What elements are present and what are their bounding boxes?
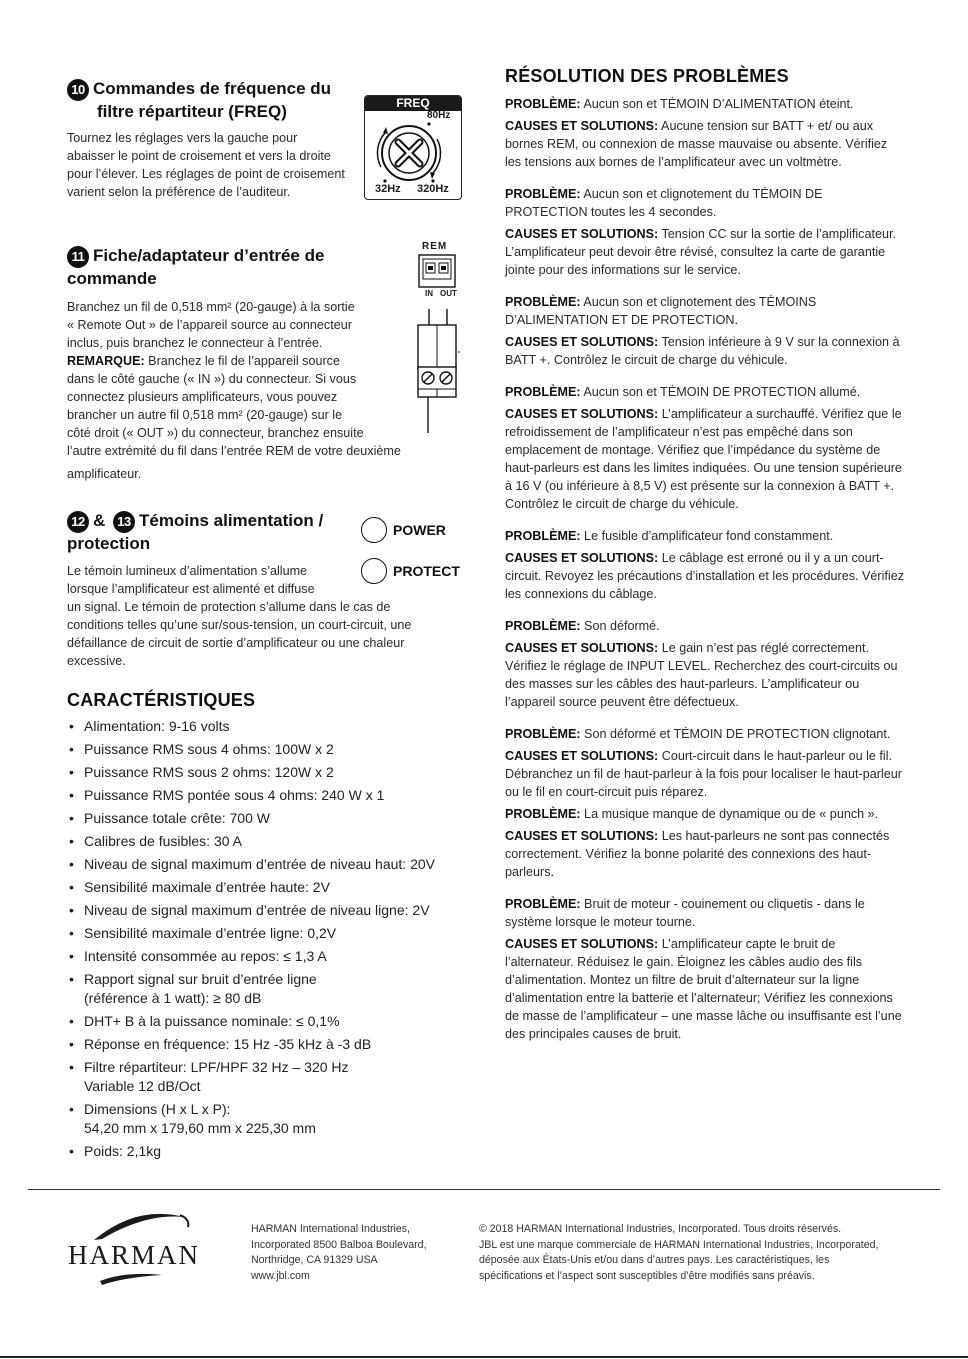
freq-knob-diagram bbox=[364, 95, 462, 200]
leds-body-line: conditions telles qu’une sur/sous-tension, un court-circuit, une bbox=[67, 618, 412, 632]
spec-item: • Filtre répartiteur: LPF/HPF 32 Hz – 320 Hz Variable 12 dB/Oct bbox=[67, 1058, 477, 1096]
spec-item: • Calibres de fusibles: 30 A bbox=[67, 832, 477, 851]
causes-description: Le câblage est erroné ou il y a un court-circuit. Revoyez les précautions d’installation et les procédures. Vérifiez les connexions du câblage. bbox=[505, 551, 904, 601]
spec-item: • Niveau de signal maximum d’entrée de niveau ligne: 2V bbox=[67, 901, 477, 920]
spec-item: • Puissance RMS sous 2 ohms: 120W x 2 bbox=[67, 763, 477, 782]
trouble-entry bbox=[505, 293, 905, 369]
rem-diagram-label: REM bbox=[422, 241, 448, 252]
spec-item: • Poids: 2,1kg bbox=[67, 1142, 477, 1161]
freq-diagram-header: FREQ bbox=[365, 96, 461, 111]
trouble-entry bbox=[505, 805, 905, 881]
power-indicator bbox=[361, 517, 446, 543]
section-number-12: 12 bbox=[67, 511, 89, 533]
troubleshooting-title: RÉSOLUTION DES PROBLÈMES bbox=[505, 66, 789, 86]
section-number-11: 11 bbox=[67, 246, 89, 268]
problem-text bbox=[505, 617, 905, 635]
problem-label: PROBLÈME: bbox=[505, 807, 581, 821]
causes-description: Tension CC sur la sortie de l’amplificateur. L’amplificateur peut devoir être révisé, consultez la carte de garantie jointe pour des informations sur le service. bbox=[505, 227, 896, 277]
rem-connector-diagram bbox=[411, 241, 466, 436]
causes-label: CAUSES ET SOLUTIONS: bbox=[505, 937, 659, 951]
causes-description: L’amplificateur a surchauffé. Vérifiez que le refroidissement de l’amplificateur n’est pas empêché dans son emplacement de montage. Vérifiez que l’impédance du système de haut-parleurs est dans les limites indiquées. Ou une tension supérieure à 16 V (ou inférieure à 8,5 V) est présente sur la connexion à BATT +. Contrôlez le circuit de charge du véhicule. bbox=[505, 407, 902, 511]
leds-body-line: excessive. bbox=[67, 654, 126, 668]
leds-amp: & bbox=[93, 511, 106, 530]
spec-item: • Niveau de signal maximum d’entrée de niveau haut: 20V bbox=[67, 855, 477, 874]
footer-address-line: Northridge, CA 91329 USA bbox=[251, 1254, 378, 1266]
problem-label: PROBLÈME: bbox=[505, 897, 581, 911]
spec-item: • Dimensions (H x L x P): 54,20 mm x 179,60 mm x 225,30 mm bbox=[67, 1100, 477, 1138]
causes-label: CAUSES ET SOLUTIONS: bbox=[505, 119, 659, 133]
rem-note-label: REMARQUE: bbox=[67, 354, 145, 368]
spec-item: • Alimentation: 9-16 volts bbox=[67, 717, 477, 736]
problem-description: Bruit de moteur - couinement ou cliquetis - dans le système lorsque le moteur tourne. bbox=[505, 897, 865, 929]
power-led-icon bbox=[361, 517, 387, 543]
trouble-entry bbox=[505, 895, 905, 1043]
trouble-entry bbox=[505, 185, 905, 279]
footer-address-line: HARMAN International Industries, bbox=[251, 1223, 410, 1235]
rem-note-line: brancher un autre fil 0,518 mm² (20-gauge) sur le bbox=[67, 408, 343, 422]
causes-label: CAUSES ET SOLUTIONS: bbox=[505, 227, 659, 241]
causes-text bbox=[505, 639, 905, 711]
causes-label: CAUSES ET SOLUTIONS: bbox=[505, 335, 659, 349]
section-number-13: 13 bbox=[113, 511, 135, 533]
problem-description: Son déformé et TÉMOIN DE PROTECTION clignotant. bbox=[580, 727, 891, 741]
spec-item: • Sensibilité maximale d’entrée ligne: 0,2V bbox=[67, 924, 477, 943]
leds-body-line: Le témoin lumineux d’alimentation s’allume bbox=[67, 564, 308, 578]
causes-text bbox=[505, 333, 905, 369]
causes-label: CAUSES ET SOLUTIONS: bbox=[505, 551, 659, 565]
causes-text bbox=[505, 405, 905, 513]
rem-body bbox=[67, 298, 467, 483]
footer-divider bbox=[28, 1189, 940, 1190]
problem-label: PROBLÈME: bbox=[505, 385, 581, 399]
specs-title: CARACTÉRISTIQUES bbox=[67, 690, 256, 710]
problem-description: Aucun son et TÉMOIN D’ALIMENTATION éteint. bbox=[580, 97, 854, 111]
causes-text bbox=[505, 549, 905, 603]
freq-title-line1: Commandes de fréquence du bbox=[93, 79, 332, 98]
rem-note-line: connectez plusieurs amplificateurs, vous pouvez bbox=[67, 390, 338, 404]
rem-out-label: OUT bbox=[440, 289, 457, 298]
specs-list bbox=[67, 717, 477, 1161]
problem-description: La musique manque de dynamique ou de « punch ». bbox=[580, 807, 879, 821]
problem-text bbox=[505, 805, 905, 823]
problem-label: PROBLÈME: bbox=[505, 295, 581, 309]
spec-item: • Puissance RMS sous 4 ohms: 100W x 2 bbox=[67, 740, 477, 759]
causes-description: Tension inférieure à 9 V sur la connexion à BATT +. Contrôlez le circuit de charge du véhicule. bbox=[505, 335, 900, 367]
problem-text bbox=[505, 185, 905, 221]
leds-section-title bbox=[67, 510, 357, 555]
problem-text bbox=[505, 725, 905, 743]
problem-text bbox=[505, 293, 905, 329]
causes-text bbox=[505, 935, 905, 1043]
spec-item: • Puissance totale crête: 700 W bbox=[67, 809, 477, 828]
rem-note-line: côté droit (« OUT ») du connecteur, branchez ensuite bbox=[67, 426, 364, 440]
causes-label: CAUSES ET SOLUTIONS: bbox=[505, 407, 659, 421]
freq-top-value: 80Hz bbox=[427, 110, 451, 121]
freq-section-title bbox=[67, 78, 357, 123]
causes-description: Aucune tension sur BATT + et/ ou aux bornes REM, ou connexion de masse mauvaise ou absente. Vérifiez les tensions aux bornes de l’amplificateur avec un voltmètre. bbox=[505, 119, 888, 169]
freq-title-line2: filtre répartiteur (FREQ) bbox=[97, 101, 287, 121]
rem-title-line2: commande bbox=[67, 268, 157, 288]
problem-description: Aucun son et clignotement du TÉMOIN DE PROTECTION toutes les 4 secondes. bbox=[505, 187, 823, 219]
problem-description: Aucun son et TÉMOIN DE PROTECTION allumé. bbox=[580, 385, 861, 399]
spec-item: • Sensibilité maximale d’entrée haute: 2V bbox=[67, 878, 477, 897]
spec-item: • DHT+ B à la puissance nominale: ≤ 0,1% bbox=[67, 1012, 477, 1031]
problem-label: PROBLÈME: bbox=[505, 529, 581, 543]
footer-legal bbox=[479, 1222, 919, 1284]
causes-text bbox=[505, 827, 905, 881]
trouble-entry bbox=[505, 95, 905, 171]
causes-label: CAUSES ET SOLUTIONS: bbox=[505, 749, 659, 763]
causes-label: CAUSES ET SOLUTIONS: bbox=[505, 829, 659, 843]
trouble-entry bbox=[505, 383, 905, 513]
problem-text bbox=[505, 895, 905, 931]
spec-item: • Réponse en fréquence: 15 Hz -35 kHz à -3 dB bbox=[67, 1035, 477, 1054]
problem-text bbox=[505, 383, 905, 401]
freq-left-value: 32Hz bbox=[375, 183, 401, 195]
rem-body-line: Branchez un fil de 0,518 mm² (20-gauge) à la sortie bbox=[67, 300, 355, 314]
rem-title-line1: Fiche/adaptateur d’entrée de bbox=[93, 246, 325, 265]
footer-legal-line: spécifications et l’aspect sont susceptibles d’être modifiés sans préavis. bbox=[479, 1269, 815, 1282]
problem-text bbox=[505, 95, 905, 113]
freq-body: Tournez les réglages vers la gauche pour abaisser le point de croisement et vers la droite pour l’élever. Les réglages de point de croisement varient selon la préférence de l’auditeur. bbox=[67, 131, 345, 199]
leds-body bbox=[67, 562, 467, 670]
troubleshooting-list bbox=[505, 95, 905, 1043]
trouble-entry bbox=[505, 617, 905, 711]
harman-logo-text: HARMAN bbox=[68, 1240, 201, 1270]
footer-legal-line: © 2018 HARMAN International Industries, Incorporated. Tous droits réservés. bbox=[479, 1223, 842, 1235]
problem-label: PROBLÈME: bbox=[505, 97, 581, 111]
rem-note-line: l’autre extrémité du fil dans l’entrée REM de votre deuxième bbox=[67, 444, 401, 458]
leds-title-line1: Témoins alimentation / bbox=[139, 511, 324, 530]
harman-logo bbox=[66, 1205, 212, 1290]
spec-item: • Puissance RMS pontée sous 4 ohms: 240 W x 1 bbox=[67, 786, 477, 805]
problem-label: PROBLÈME: bbox=[505, 619, 581, 633]
spec-item: • Rapport signal sur bruit d’entrée ligne (référence à 1 watt): ≥ 80 dB bbox=[67, 970, 477, 1008]
section-number-10: 10 bbox=[67, 79, 89, 101]
freq-right-value: 320Hz bbox=[417, 183, 449, 195]
footer-website-link[interactable]: www.jbl.com bbox=[251, 1269, 310, 1282]
rem-section-title bbox=[67, 245, 367, 290]
protect-label: PROTECT bbox=[393, 563, 460, 579]
spec-item: • Intensité consommée au repos: ≤ 1,3 A bbox=[67, 947, 477, 966]
rem-note-line: Branchez le fil de l’appareil source bbox=[144, 354, 340, 368]
rem-body-line: « Remote Out » de l’appareil source au connecteur bbox=[67, 318, 352, 332]
problem-description: Le fusible d’amplificateur fond constamment. bbox=[580, 529, 834, 543]
problem-label: PROBLÈME: bbox=[505, 187, 581, 201]
causes-description: L’amplificateur capte le bruit de l’alternateur. Réduisez le gain. Éloignez les câbles audio des fils d’alimentation. Montez un filtre de bruit d’alternateur sur la ligne d’alimentation entre la batterie et l’alternateur; Vérifiez les connexions de masse de l’amplificateur – une masse lâche ou insuffisante est l’une des principales causes de bruit. bbox=[505, 937, 902, 1041]
troubleshooting-section bbox=[505, 66, 905, 1057]
leds-body-line: un signal. Le témoin de protection s’allume dans le cas de bbox=[67, 600, 391, 614]
footer-address bbox=[251, 1222, 466, 1284]
footer-legal-line: déposée aux États-Unis et/ou dans d’autres pays. Les caractéristiques, les bbox=[479, 1254, 830, 1266]
leds-title-line2: protection bbox=[67, 533, 151, 553]
causes-description: Le gain n’est pas réglé correctement. Vérifiez le réglage de INPUT LEVEL. Recherchez des court-circuits ou des masses sur les câbles des haut-parleurs. L’amplificateur ou l’appareil source peuvent être défectueux. bbox=[505, 641, 898, 709]
causes-description: Court-circuit dans le haut-parleur ou le fil. Débranchez un fil de haut-parleur à la fois pour localiser le haut-parleur ou le fil en court-circuit puis réparez. bbox=[505, 749, 902, 799]
rem-note-line: amplificateur. bbox=[67, 467, 142, 481]
causes-text bbox=[505, 117, 905, 171]
trouble-entry bbox=[505, 725, 905, 801]
leds-body-line: lorsque l’amplificateur est alimenté et diffuse bbox=[67, 582, 315, 596]
problem-description: Aucun son et clignotement des TÉMOINS D’ALIMENTATION ET DE PROTECTION. bbox=[505, 295, 817, 327]
causes-description: Les haut-parleurs ne sont pas connectés correctement. Vérifiez la bonne polarité des connexions des haut-parleurs. bbox=[505, 829, 890, 879]
footer-address-line: Incorporated 8500 Balboa Boulevard, bbox=[251, 1238, 427, 1251]
power-label: POWER bbox=[393, 522, 446, 538]
leds-body-line: défaillance de circuit de sortie d’amplificateur ou une chaleur bbox=[67, 636, 405, 650]
problem-text bbox=[505, 527, 905, 545]
problem-label: PROBLÈME: bbox=[505, 727, 581, 741]
rem-in-label: IN bbox=[425, 289, 433, 298]
rem-body-line: inclus, puis branchez le connecteur à l’entrée. bbox=[67, 336, 323, 350]
causes-label: CAUSES ET SOLUTIONS: bbox=[505, 641, 659, 655]
specs-section bbox=[67, 690, 477, 1165]
rem-note-line: dans le côté gauche (« IN ») du connecteur. Si vous bbox=[67, 372, 357, 386]
page-bottom-rule bbox=[0, 1356, 968, 1358]
causes-text bbox=[505, 225, 905, 279]
problem-description: Son déformé. bbox=[580, 619, 660, 633]
footer-legal-line: JBL est une marque commerciale de HARMAN International Industries, Incorporated, bbox=[479, 1238, 879, 1251]
rem-connector-icon bbox=[411, 253, 466, 436]
causes-text bbox=[505, 747, 905, 801]
trouble-entry bbox=[505, 527, 905, 603]
